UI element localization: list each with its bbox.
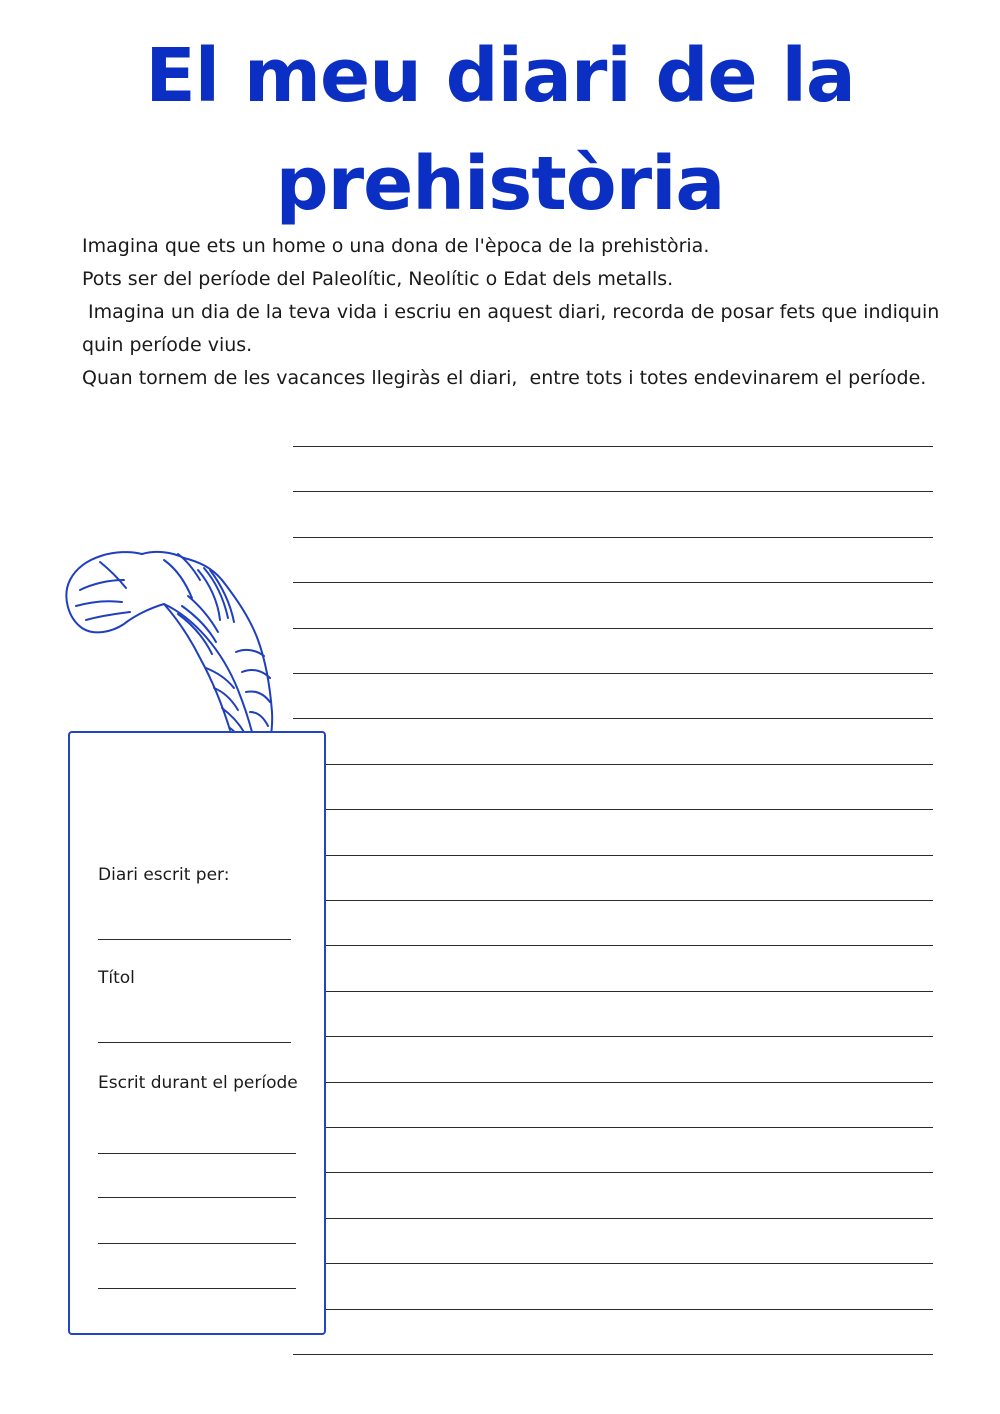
writing-line[interactable]	[293, 537, 933, 538]
period-input-line-4[interactable]	[98, 1288, 296, 1289]
writing-line[interactable]	[293, 582, 933, 583]
writing-line[interactable]	[326, 1127, 933, 1128]
writing-line[interactable]	[293, 718, 933, 719]
writing-line[interactable]	[326, 1309, 933, 1310]
writing-line[interactable]	[293, 446, 933, 447]
writing-line[interactable]	[326, 900, 933, 901]
instructions	[82, 230, 946, 395]
instruction-paragraph-1: Imagina que ets un home o una dona de l'època de la prehistòria.	[82, 235, 710, 257]
period-label: Escrit durant el període	[98, 1073, 298, 1093]
diary-info-card	[68, 731, 326, 1335]
writing-line[interactable]	[326, 764, 933, 765]
period-input-line-3[interactable]	[98, 1243, 296, 1244]
page-title	[0, 22, 1000, 238]
writing-line[interactable]	[293, 673, 933, 674]
writing-line[interactable]	[326, 1036, 933, 1037]
writing-line[interactable]	[326, 1172, 933, 1173]
writing-line[interactable]	[326, 1082, 933, 1083]
title-input-line[interactable]	[98, 1042, 291, 1043]
writing-line[interactable]	[326, 1218, 933, 1219]
page-title-line-2: prehistòria	[275, 141, 725, 227]
instruction-paragraph-2: Pots ser del període del Paleolític, Neolític o Edat dels metalls.	[82, 268, 674, 290]
writing-line[interactable]	[326, 991, 933, 992]
period-input-line-2[interactable]	[98, 1197, 296, 1198]
writing-line[interactable]	[326, 1263, 933, 1264]
written-by-label: Diari escrit per:	[98, 865, 230, 885]
title-label: Títol	[98, 968, 135, 988]
writing-line[interactable]	[326, 809, 933, 810]
writing-line[interactable]	[326, 945, 933, 946]
page-title-line-1: El meu diari de la	[145, 33, 855, 119]
writing-line[interactable]	[326, 855, 933, 856]
written-by-input-line[interactable]	[98, 939, 291, 940]
instruction-paragraph-3: Imagina un dia de la teva vida i escriu en aquest diari, recorda de posar fets que indiquin quin període vius.	[82, 301, 946, 356]
instruction-paragraph-4: Quan tornem de les vacances llegiràs el diari, entre tots i totes endevinarem el període.	[82, 367, 927, 389]
writing-line[interactable]	[293, 628, 933, 629]
period-input-line-1[interactable]	[98, 1153, 296, 1154]
writing-line[interactable]	[293, 491, 933, 492]
writing-line[interactable]	[293, 1354, 933, 1355]
